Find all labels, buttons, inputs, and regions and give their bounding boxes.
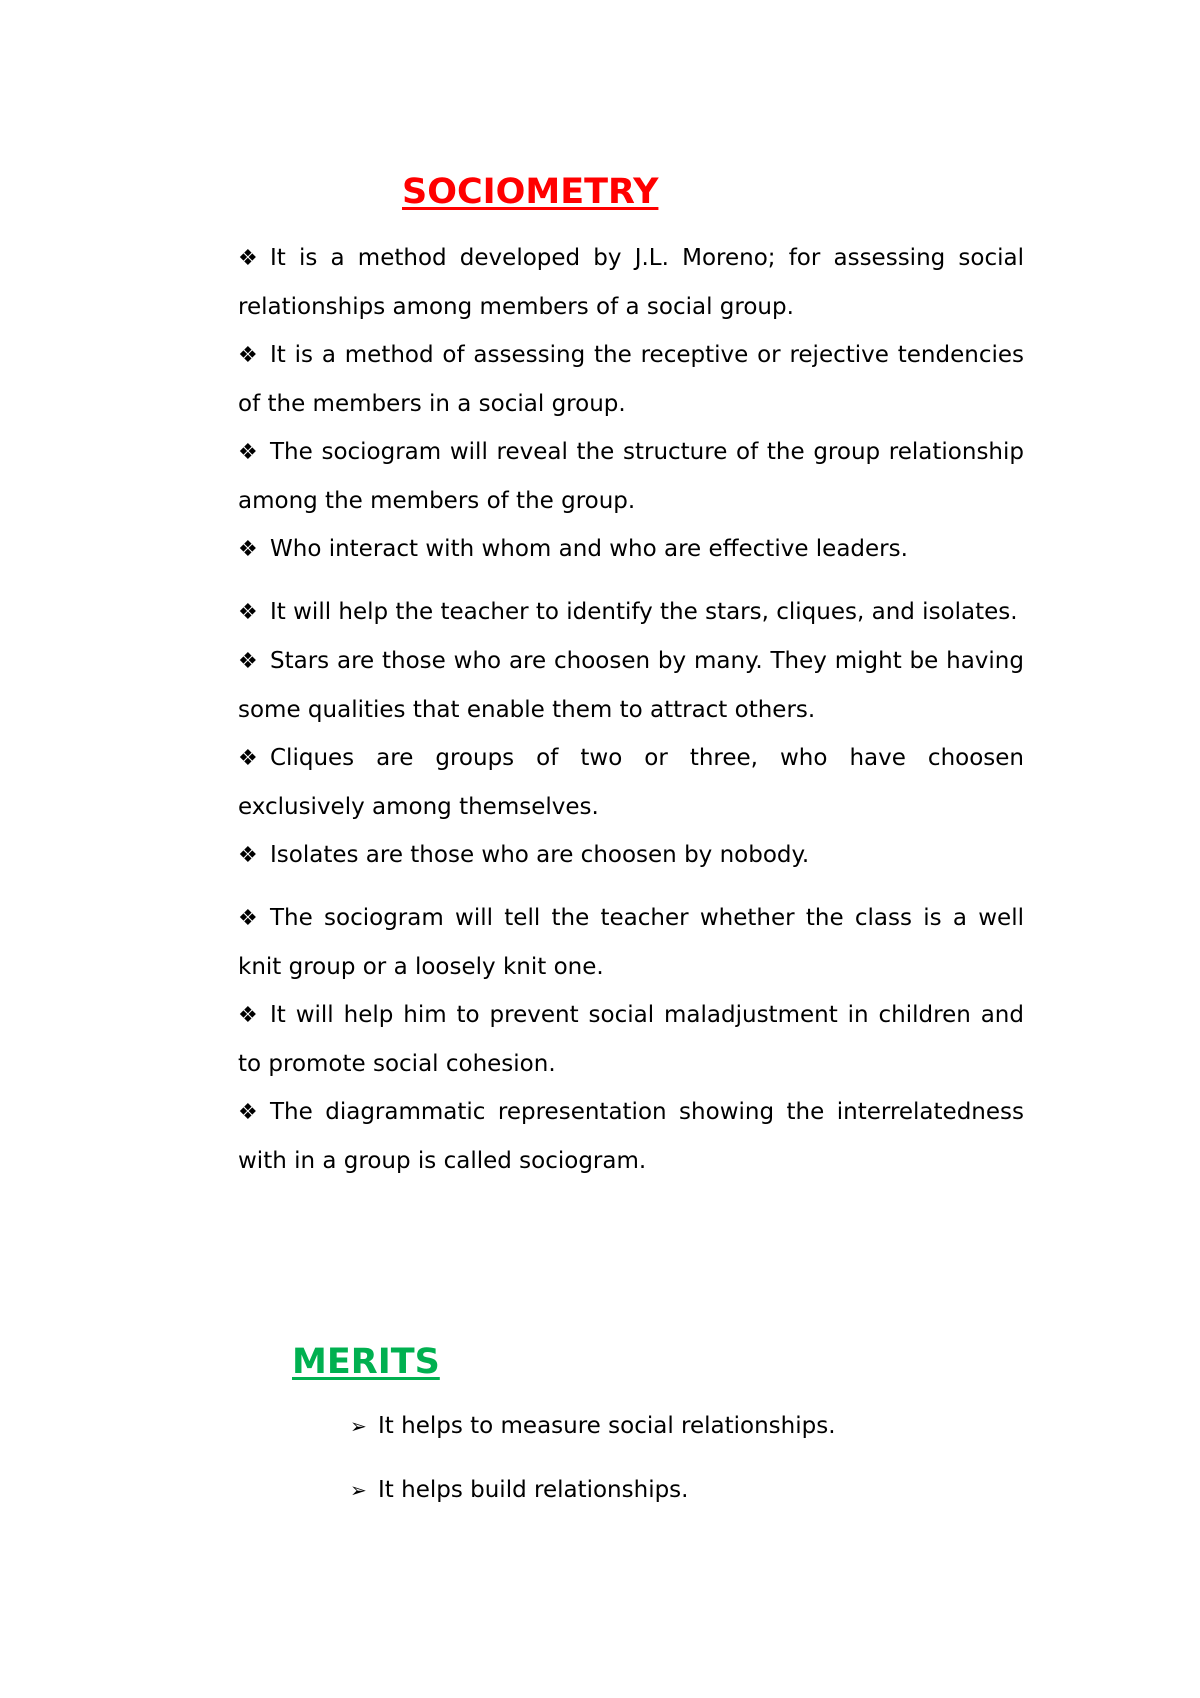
list-item xyxy=(238,428,1024,525)
list-item xyxy=(238,1088,1024,1185)
list-item-text: It is a method developed by J.L. Moreno; for assessing social relationships among members of a social group. xyxy=(238,245,1024,320)
list-item-text: Cliques are groups of two or three, who have choosen exclusively among themselves. xyxy=(238,745,1024,820)
list-item xyxy=(238,234,1024,331)
diamond-bullet-icon: ❖ xyxy=(238,906,258,931)
definition-list xyxy=(238,234,1024,1185)
diamond-bullet-icon: ❖ xyxy=(238,600,258,625)
list-item xyxy=(238,734,1024,831)
list-item xyxy=(238,331,1024,428)
merits-heading: MERITS xyxy=(292,1342,440,1382)
diamond-bullet-icon: ❖ xyxy=(238,746,258,771)
diamond-bullet-icon: ❖ xyxy=(238,343,258,368)
diamond-bullet-icon: ❖ xyxy=(238,649,258,674)
list-item xyxy=(238,637,1024,734)
diamond-bullet-icon: ❖ xyxy=(238,1003,258,1028)
list-item-text: The sociogram will tell the teacher whether the class is a well knit group or a loosely knit one. xyxy=(238,905,1024,980)
arrowhead-right-icon: ➢ xyxy=(350,1414,367,1438)
merit-item-text: It helps build relationships. xyxy=(378,1477,689,1503)
list-item-text: It will help the teacher to identify the stars, cliques, and isolates. xyxy=(270,599,1018,625)
page-title: SOCIOMETRY xyxy=(402,172,659,212)
diamond-bullet-icon: ❖ xyxy=(238,246,258,271)
list-item-text: Stars are those who are choosen by many. They might be having some qualities that enable them to attract others. xyxy=(238,648,1024,723)
list-item xyxy=(238,991,1024,1088)
diamond-bullet-icon: ❖ xyxy=(238,537,258,562)
merit-item-text: It helps to measure social relationships. xyxy=(378,1413,836,1439)
list-item-text: Isolates are those who are choosen by nobody. xyxy=(270,842,810,868)
list-item-text: Who interact with whom and who are effective leaders. xyxy=(270,536,908,562)
list-item-text: The diagrammatic representation showing the interrelatedness with in a group is called sociogram. xyxy=(238,1099,1024,1174)
merit-item xyxy=(350,1402,1030,1450)
arrowhead-right-icon: ➢ xyxy=(350,1478,367,1502)
list-item xyxy=(238,588,1024,637)
diamond-bullet-icon: ❖ xyxy=(238,1100,258,1125)
diamond-bullet-icon: ❖ xyxy=(238,843,258,868)
list-item-text: It will help him to prevent social maladjustment in children and to promote social cohesion. xyxy=(238,1002,1024,1077)
merits-list xyxy=(350,1402,1030,1530)
list-item xyxy=(238,525,1024,574)
list-item xyxy=(238,831,1024,880)
list-item-text: It is a method of assessing the receptive or rejective tendencies of the members in a social group. xyxy=(238,342,1024,417)
list-item xyxy=(238,894,1024,991)
list-item-text: The sociogram will reveal the structure of the group relationship among the members of the group. xyxy=(238,439,1024,514)
diamond-bullet-icon: ❖ xyxy=(238,440,258,465)
merit-item xyxy=(350,1466,1030,1514)
